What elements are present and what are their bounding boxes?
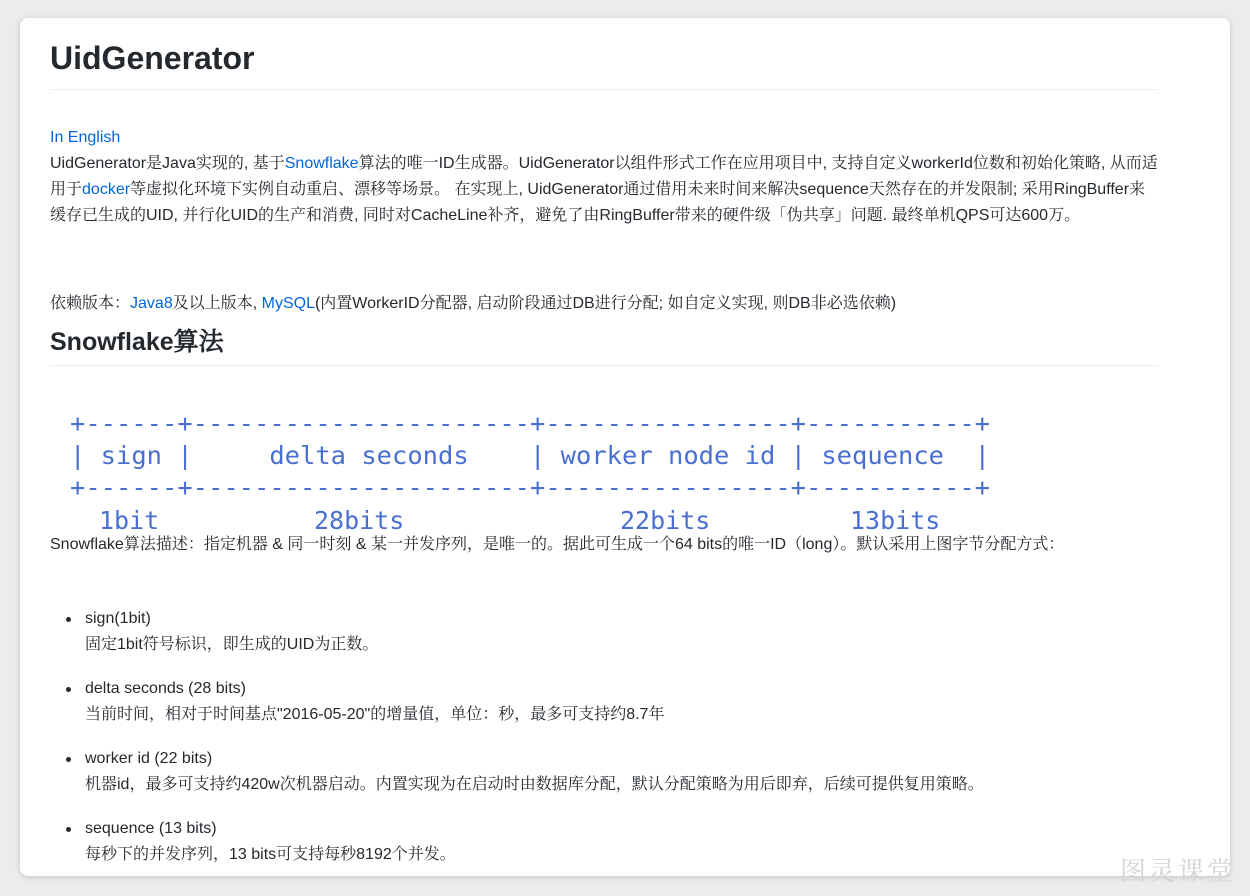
- bullet-icon: [66, 757, 71, 762]
- algorithm-description: Snowflake算法描述：指定机器 & 同一时刻 & 某一并发序列，是唯一的。据此可生成一个64 bits的唯一ID（long）。默认采用上图字节分配方式：: [50, 536, 1065, 553]
- deps-prefix: 依赖版本：: [50, 295, 131, 312]
- deps-middle: 及以上版本,: [172, 295, 262, 312]
- bit-field-list: [50, 606, 1158, 876]
- english-link-paragraph: [50, 125, 1158, 151]
- list-item: [50, 816, 1158, 868]
- mysql-link[interactable]: MySQL: [261, 295, 315, 312]
- field-name: sequence (13 bits): [85, 820, 217, 837]
- field-name: sign(1bit): [85, 610, 151, 627]
- list-item: [50, 676, 1158, 728]
- in-english-link[interactable]: In English: [50, 129, 121, 146]
- java8-link[interactable]: Java8: [130, 295, 173, 312]
- intro-text-2: 算法的唯一ID生成器。UidGenerator以组件形式工作在应用项目中, 支持自定义workerId位数和初始化策略, 从而适用于: [50, 155, 1158, 198]
- document-card: [20, 18, 1230, 876]
- snowflake-bit-diagram: [56, 392, 1006, 544]
- diagram-field-row: | sign | delta seconds | worker node id | sequence |: [70, 441, 991, 470]
- bits-worker-label: 22bits: [620, 506, 711, 535]
- field-description: 每秒下的并发序列，13 bits可支持每秒8192个并发。: [85, 846, 456, 863]
- intro-text-3: 等虚拟化环境下实例自动重启、漂移等场景。 在实现上, UidGenerator通过借用未来时间来解决sequence天然存在的并发限制; 采用RingBuffer来缓存已生成的UID, 并行化UID的生产和消费, 同时对CacheLine补齐，避免了由RingBuffer带来的硬件级「伪共享」问题. 最终单机QPS可达600万。: [50, 181, 1146, 224]
- deps-suffix: (内置WorkerID分配器, 启动阶段通过DB进行分配; 如自定义实现, 则DB非必选依赖): [314, 295, 897, 312]
- snowflake-link[interactable]: Snowflake: [284, 155, 359, 172]
- page-title: UidGenerator: [50, 40, 1158, 90]
- bullet-icon: [66, 617, 71, 622]
- bits-sequence-label: 13bits: [850, 506, 941, 535]
- bits-delta-label: 28bits: [314, 506, 405, 535]
- diagram-top-border: +------+----------------------+----------------+-----------+: [70, 409, 991, 438]
- dependency-paragraph: [50, 291, 1158, 317]
- bullet-icon: [66, 827, 71, 832]
- field-name: delta seconds (28 bits): [85, 680, 246, 697]
- intro-text-1: UidGenerator是Java实现的, 基于: [50, 155, 285, 172]
- field-description: 固定1bit符号标识，即生成的UID为正数。: [85, 636, 379, 653]
- diagram-bottom-border: +------+----------------------+----------------+-----------+: [70, 473, 991, 502]
- field-description: 机器id，最多可支持约420w次机器启动。内置实现为在启动时由数据库分配，默认分配策略为用后即弃，后续可提供复用策略。: [85, 776, 984, 793]
- field-name: worker id (22 bits): [85, 750, 213, 767]
- bullet-icon: [66, 687, 71, 692]
- section-title: Snowflake算法: [50, 326, 1158, 366]
- docker-link[interactable]: docker: [82, 181, 131, 198]
- intro-paragraph: [50, 151, 1158, 229]
- field-description: 当前时间，相对于时间基点"2016-05-20"的增量值，单位：秒，最多可支持约8.7年: [85, 706, 665, 723]
- list-item: [50, 746, 1158, 798]
- bits-sign-label: 1bit: [99, 506, 160, 535]
- list-item: [50, 606, 1158, 658]
- watermark-logo: 图灵课堂: [1119, 857, 1236, 887]
